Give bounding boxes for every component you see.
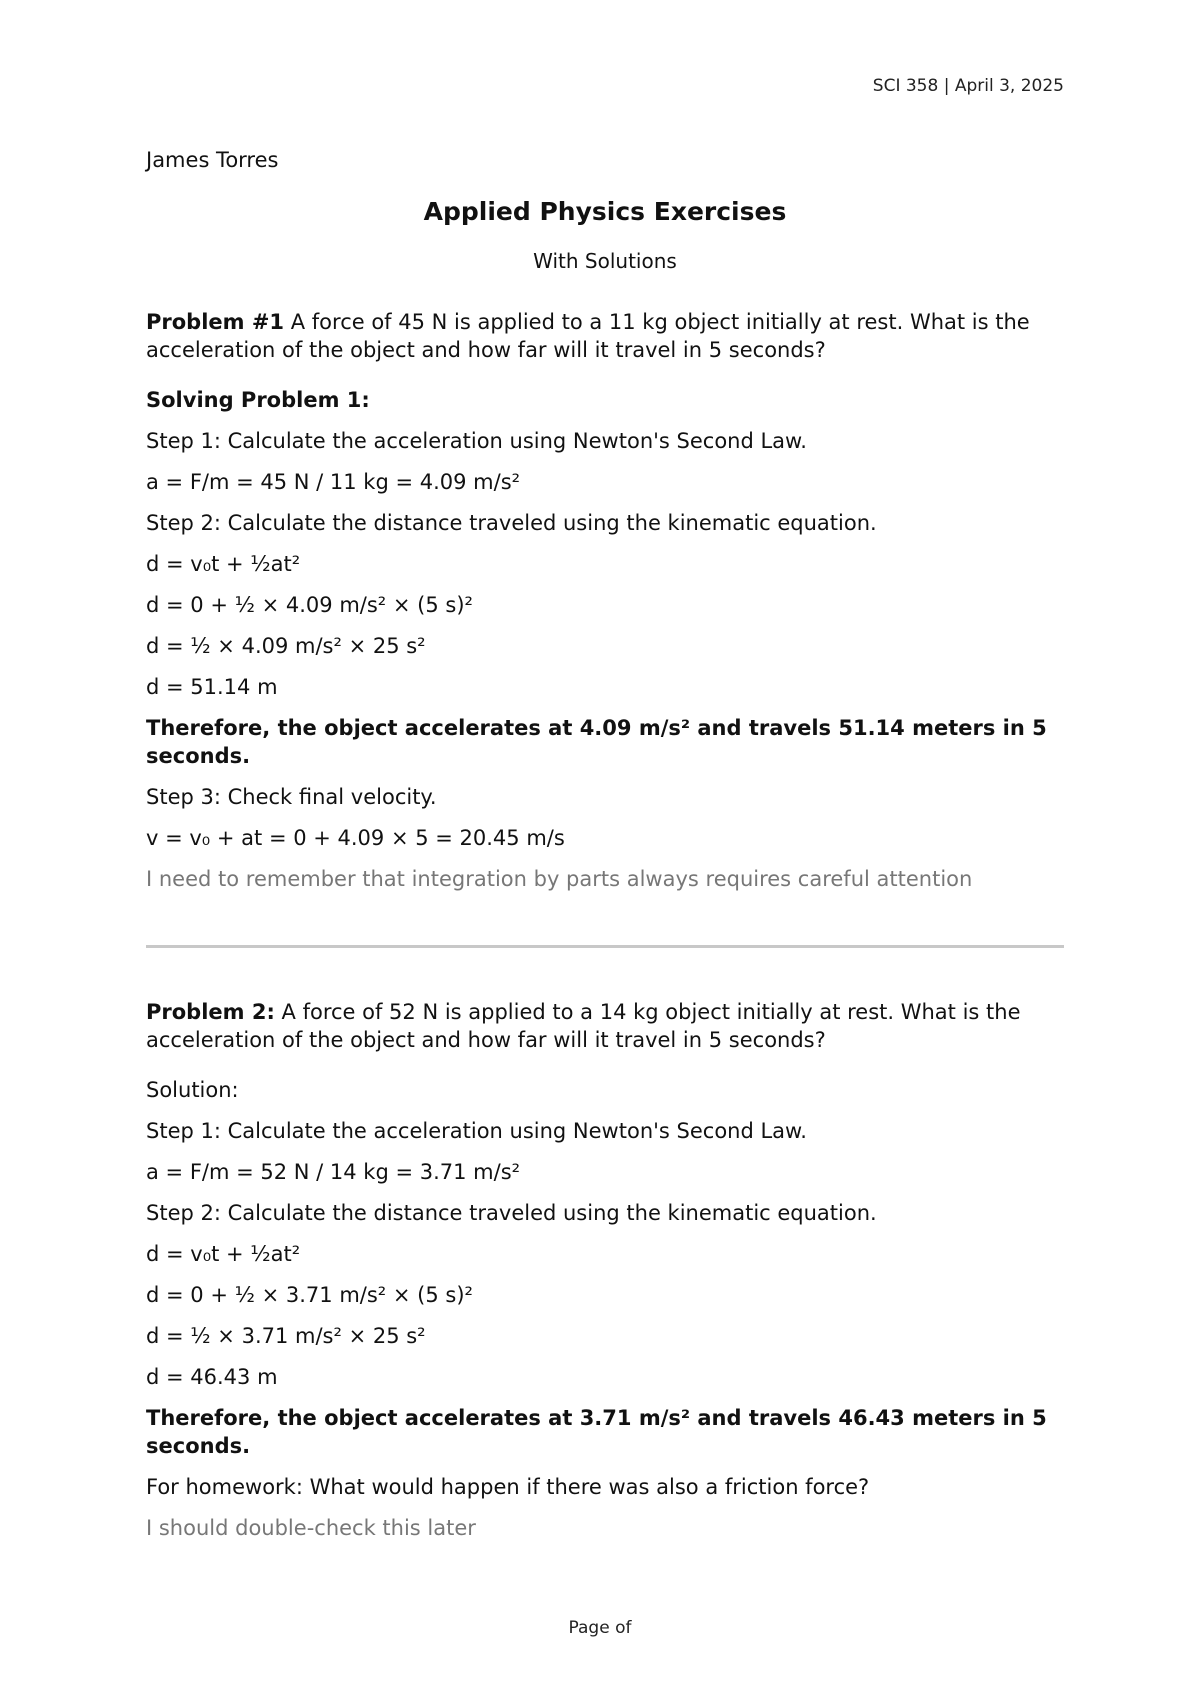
problem-2-step-line: d = 0 + ½ × 3.71 m/s² × (5 s)² (146, 1283, 473, 1307)
author-name: James Torres (146, 148, 279, 172)
problem-1-step-line: a = F/m = 45 N / 11 kg = 4.09 m/s² (146, 470, 521, 494)
document-title: Applied Physics Exercises (423, 197, 787, 226)
section-divider (146, 945, 1064, 948)
problem-1-label: Problem #1 (146, 310, 285, 334)
problem-2-conclusion: Therefore, the object accelerates at 3.71 m/s² and travels 46.43 meters in 5 seconds. (146, 1406, 1047, 1458)
problem-2-text: A force of 52 N is applied to a 14 kg object initially at rest. What is the acceleration of the object and how far will it travel in 5 seconds? (146, 1000, 1021, 1052)
problem-1-conclusion: Therefore, the object accelerates at 4.09 m/s² and travels 51.14 meters in 5 seconds. (146, 716, 1047, 768)
problem-2-step-line: d = ½ × 3.71 m/s² × 25 s² (146, 1324, 426, 1348)
problem-1-extra-step: Step 3: Check final velocity. (146, 785, 437, 809)
problem-1-step-line: Step 1: Calculate the acceleration using Newton's Second Law. (146, 429, 807, 453)
problem-2-statement (146, 998, 1064, 1054)
problem-1-step-line: d = v₀t + ½at² (146, 552, 301, 576)
document-subtitle: With Solutions (533, 249, 677, 273)
header-course-date: SCI 358 | April 3, 2025 (872, 76, 1064, 96)
problem-1-statement (146, 308, 1064, 364)
problem-1-step-line: d = 0 + ½ × 4.09 m/s² × (5 s)² (146, 593, 473, 617)
document-content (146, 146, 1064, 1555)
problem-1-step-line: d = ½ × 4.09 m/s² × 25 s² (146, 634, 426, 658)
problem-1-extra-step: v = v₀ + at = 0 + 4.09 × 5 = 20.45 m/s (146, 826, 565, 850)
problem-2-step-line: d = 46.43 m (146, 1365, 278, 1389)
problem-2-step-line: Step 1: Calculate the acceleration using Newton's Second Law. (146, 1119, 807, 1143)
problem-1-step-line: d = 51.14 m (146, 675, 278, 699)
problem-2-step-line: a = F/m = 52 N / 14 kg = 3.71 m/s² (146, 1160, 521, 1184)
problem-1-text: A force of 45 N is applied to a 11 kg object initially at rest. What is the acceleration of the object and how far will it travel in 5 seconds? (146, 310, 1030, 362)
page-footer: Page of (568, 1618, 632, 1638)
problem-2-note: I should double-check this later (146, 1516, 476, 1540)
problem-2-step-line: d = v₀t + ½at² (146, 1242, 301, 1266)
problem-2-solution-heading: Solution: (146, 1078, 239, 1102)
problem-2-step-line: Step 2: Calculate the distance traveled using the kinematic equation. (146, 1201, 877, 1225)
problem-1-note: I need to remember that integration by parts always requires careful attention (146, 867, 973, 891)
problem-2-label: Problem 2: (146, 1000, 275, 1024)
problem-2-homework: For homework: What would happen if there was also a friction force? (146, 1475, 870, 1499)
problem-1-solution-heading: Solving Problem 1: (146, 388, 370, 412)
problem-1-step-line: Step 2: Calculate the distance traveled using the kinematic equation. (146, 511, 877, 535)
